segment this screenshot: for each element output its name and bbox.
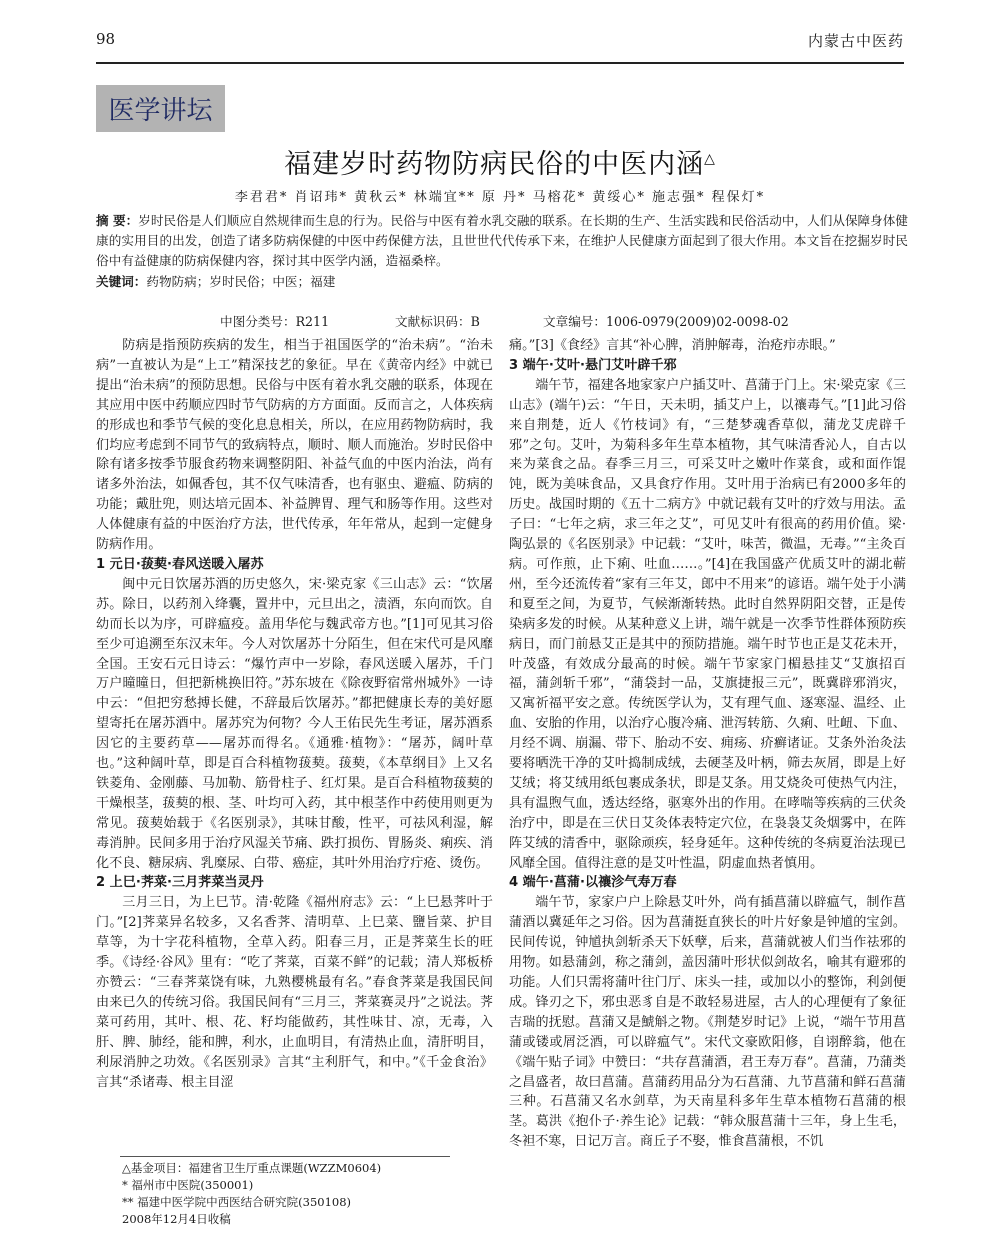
author-list: 李君君* 肖诏玮* 黄秋云* 林端宜** 原 丹* 马榕花* 黄绥心* 施志强* 程保灯* xyxy=(234,190,766,205)
keywords-text: 药物防病；岁时民俗；中医；福建 xyxy=(146,274,336,289)
affiliation-2: ** 福建中医学院中西医结合研究院(350108) xyxy=(122,1195,352,1209)
intro-paragraph: 防病是指预防疾病的发生，相当于祖国医学的“治未病”。“治未病”一直被认为是“上工”精深技艺的象征。早在《黄帝内经》中就已提出“治未病”的预防思想。民俗与中医有着水乳交融的联系，体现在其应用中医中药顺应四时节气防病的方方面面。反而言之，人体疾病的形成也和季节气候的变化息息相关，所以，在应用药物防病时，我们均应考虑到不同节气的致病特点，顺时、顺人而施治。岁时民俗中除有诸多按季节服食药物来调整阴阳、补益气血的中医内治法，尚有诸多外治法，如佩香包，其不仅气味清香，也有驱虫、避瘟、防病的功能；戴肚兜，则达培元固本、补益脾胃、理气和肠等作用。这些对人体健康有益的中医治疗方法，世代传承，年年常从，起到一定健身防病作用。 xyxy=(96,338,493,553)
section-2-paragraph: 三月三日，为上巳节。清·乾隆《福州府志》云：“上巳悬荠叶于门。”[2]荠菜异名较多，又名香荠、清明草、上巳菜、鹽旨菜、护目草等，为十字花科植物，全草入药。阳春三月，正是荠菜生长的旺季。《诗经·谷风》里有：“吃了荠菜，百菜不鲜”的记载；清人郑板桥亦赞云：“三春荠菜饶有味，九熟樱桃最有名。”春食荠菜是我国民间由来已久的传统习俗。我国民间有“三月三，荠菜赛灵丹”之说法。荠菜可药用，其叶、根、花、籽均能做药，其性味甘、凉，无毒，入肝、脾、肺经，能和脾，利水，止血明目，有清热止血，清肝明目，利尿消肿之功效。《名医别录》言其“主利肝气，和中。”《千金食治》言其“杀诸毒、根主目涩 xyxy=(96,895,493,1090)
article-title xyxy=(0,142,1000,181)
section-heading-3: 3 端午·艾叶·悬门艾叶辟千邪 xyxy=(509,357,677,373)
section-heading-2: 2 上巳·荠菜·三月荠菜当灵丹 xyxy=(96,875,264,891)
abstract-text: 岁时民俗是人们顺应自然规律而生息的行为。民俗与中医有着水乳交融的联系。在长期的生产、生活实践和民俗活动中，人们从保障身体健康的实用目的出发，创造了诸多防病保健的中医中药保健方法，且世世代代传承下来，在维护人民健康方面起到了很大作用。本文旨在挖掘岁时民俗中有益健康的防病保健内容，探讨其中医学内涵，造福桑梓。 xyxy=(96,213,909,268)
footnotes xyxy=(122,1160,502,1228)
page-number: 98 xyxy=(96,30,116,48)
received-date: 2008年12月4日收稿 xyxy=(122,1212,231,1226)
fund-note: △基金项目：福建省卫生厅重点课题(WZZM0604) xyxy=(122,1161,382,1175)
header-rule xyxy=(96,62,904,64)
section-1-paragraph: 闽中元日饮屠苏酒的历史悠久，宋·梁克家《三山志》云：“饮屠苏。除日，以药剂入绛囊，置井中，元旦出之，渍酒，东向而饮。自幼而长以为序，可辟瘟疫。盖用华佗与魏武帝方也。”[1]可见其习俗至少可追溯至东汉末年。今人对饮屠苏十分陌生，但在宋代可是风靡全国。王安石元日诗云：“爆竹声中一岁除，春风送暖入屠苏，千门万户曈曈日，但把新桃换旧符。”苏东坡在《除夜野宿常州城外》一诗中云：“但把穷愁搏长健，不辞最后饮屠苏。”都把健康长寿的美好愿望寄托在屠苏酒中。屠苏究为何物？今人王佑民先生考证，屠苏酒系因它的主要药草——屠苏而得名。《通雅·植物》：“屠苏，阔叶草也。”这种阔叶草，即是百合科植物菝葜。菝葜，《本草纲目》上又名铁菱角、金刚藤、马加勒、筋骨柱子、红灯果。是百合科植物菝葜的干燥根茎，菝葜的根、茎、叶均可入药，其中根茎作中药使用则更为常见。菝葜始载于《名医别录》，其味甘酸，性平，可祛风利湿，解毒消肿。民间多用于治疗风湿关节痛、跌打损伤、胃肠炎、痢疾、消化不良、糖尿病、乳糜尿、白带、癌症，其叶外用治疗疔疮、烫伤。 xyxy=(96,576,493,871)
section-heading-1: 1 元日·菝葜·春风送暖入屠苏 xyxy=(96,556,264,572)
left-column xyxy=(96,336,493,1092)
journal-name: 内蒙古中医药 xyxy=(807,32,904,50)
section-4-paragraph: 端午节，家家户户上除悬艾叶外，尚有插菖蒲以辟瘟气，制作菖蒲酒以冀延年之习俗。因为菖蒲挺直狭长的叶片好象是钟馗的宝剑。民间传说，钟馗执剑斩杀天下妖孽，后来，菖蒲就被人们当作祛邪的用物。如悬蒲剑，称之蒲剑，盖因蒲叶形状似剑故名，喻其有避邪的功能。人们只需将蒲叶往门厅、床头一挂，或加以小的整饰，利剑便成。锋刃之下，邪虫恶豸自是不敢轻易进屋，古人的心理便有了象征吉瑞的抚慰。菖蒲又是鯱斛之物。《荆楚岁时记》上说，“端午节用菖蒲或镂或屑泛酒，可以辟瘟气”。宋代文豪欧阳修，自诩醉翁，他在《端午贴子词》中赞曰：“共存菖蒲酒，君王寿万春”。菖蒲，乃蒲类之昌盛者，故曰菖蒲。菖蒲药用品分为石菖蒲、九节菖蒲和鲜石菖蒲三种。石菖蒲又名水剑草，为天南星科多年生草本植物石菖蒲的根茎。葛洪《抱仆子·养生论》记载：“韩众服菖蒲十三年，身上生毛，冬袒不寒，日记万言。商丘子不娶，惟食菖蒲根，不饥 xyxy=(509,895,906,1150)
affiliation-1: * 福州市中医院(350001) xyxy=(122,1178,254,1192)
abstract xyxy=(96,211,908,271)
document-code: 文献标识码：B xyxy=(395,314,480,329)
footnote-rule xyxy=(120,1156,450,1157)
keywords-label: 关键词： xyxy=(96,274,147,289)
title-text: 福建岁时药物防病民俗的中医内涵 xyxy=(284,149,705,180)
title-mark: △ xyxy=(704,151,716,167)
section-3-paragraph: 端午节，福建各地家家户户插艾叶、菖蒲于门上。宋·梁克家《三山志》(端午)云：“午日，天未明，插艾户上，以禳毒气。”[1]此习俗来自荆楚，近人《竹枝词》有，“三楚梦魂香草似，蒲龙艾虎辟千邪”之句。艾叶，为菊科多年生草本植物，其气味清香沁人，自古以来为菜食之品。春季三月三，可采艾叶之嫩叶作菜食，或和面作馄饨，既为美味食品，又具食疗作用。艾叶用于治病已有2000多年的历史。战国时期的《五十二病方》中就记载有艾叶的疗效与用法。孟子曰：“七年之病，求三年之艾”，可见艾叶有很高的药用价值。梁·陶弘景的《名医别录》中记载：“艾叶，味苦，微温，无毒。”“主灸百病。可作煎，止下痢、吐血……。”[4]在我国盛产优质艾叶的湖北蕲州，至今还流传着“家有三年艾，郎中不用来”的谚语。端午处于小满和夏至之间，为夏节，气候渐渐转热。此时自然界阴阳交替，正是传染病多发的时候。从某种意义上讲，端午就是一次季节性群体预防疾病日，而门前悬艾正是其中的预防措施。端午时节也正是艾花未开，叶茂盛，有效成分最高的时候。端午节家家门楣悬挂艾“艾旗招百福，蒲剑斩千邪”，“蒲袋封一品，艾旗捷报三元”，既冀辟邪消灾，又寓祈福平安之意。传统医学认为，艾有理气血、逐寒湿、温经、止血、安胎的作用，以治疗心腹冷痛、泄泻转筋、久痢、吐衄、下血、月经不调、崩漏、带下、胎动不安、痈疡、疥癣诸证。艾条外治灸法要将晒洗干净的艾叶捣制成绒，去硬茎及叶柄，筛去灰屑，即是上好艾绒；将艾绒用纸包裹成条状，即是艾条。用艾烧灸可使热气内注，具有温煦气血，透达经络，驱寒外出的作用。在哮喘等疾病的三伏灸治疗中，即是在三伏日艾灸体表特定穴位，在袅袅艾灸烟雾中，在阵阵艾绒的清香中，驱除顽疾，轻身延年。这种传统的冬病夏治法现已风靡全国。值得注意的是艾叶性温，阴虚血热者慎用。 xyxy=(509,377,906,871)
clc-number: 中图分类号：R211 xyxy=(220,314,330,329)
article-number: 文章编号：1006-0979(2009)02-0098-02 xyxy=(543,314,789,329)
section-heading-4: 4 端午·菖蒲·以禳沴气寿万春 xyxy=(509,875,677,891)
continued-paragraph: 痛。”[3]《食经》言其“补心脾，消肿解毒，治疮疖赤眼。” xyxy=(509,338,836,353)
right-column xyxy=(509,336,906,1152)
section-label: 医学讲坛 xyxy=(96,85,225,132)
keywords xyxy=(96,272,908,292)
abstract-label: 摘 要： xyxy=(96,213,139,228)
